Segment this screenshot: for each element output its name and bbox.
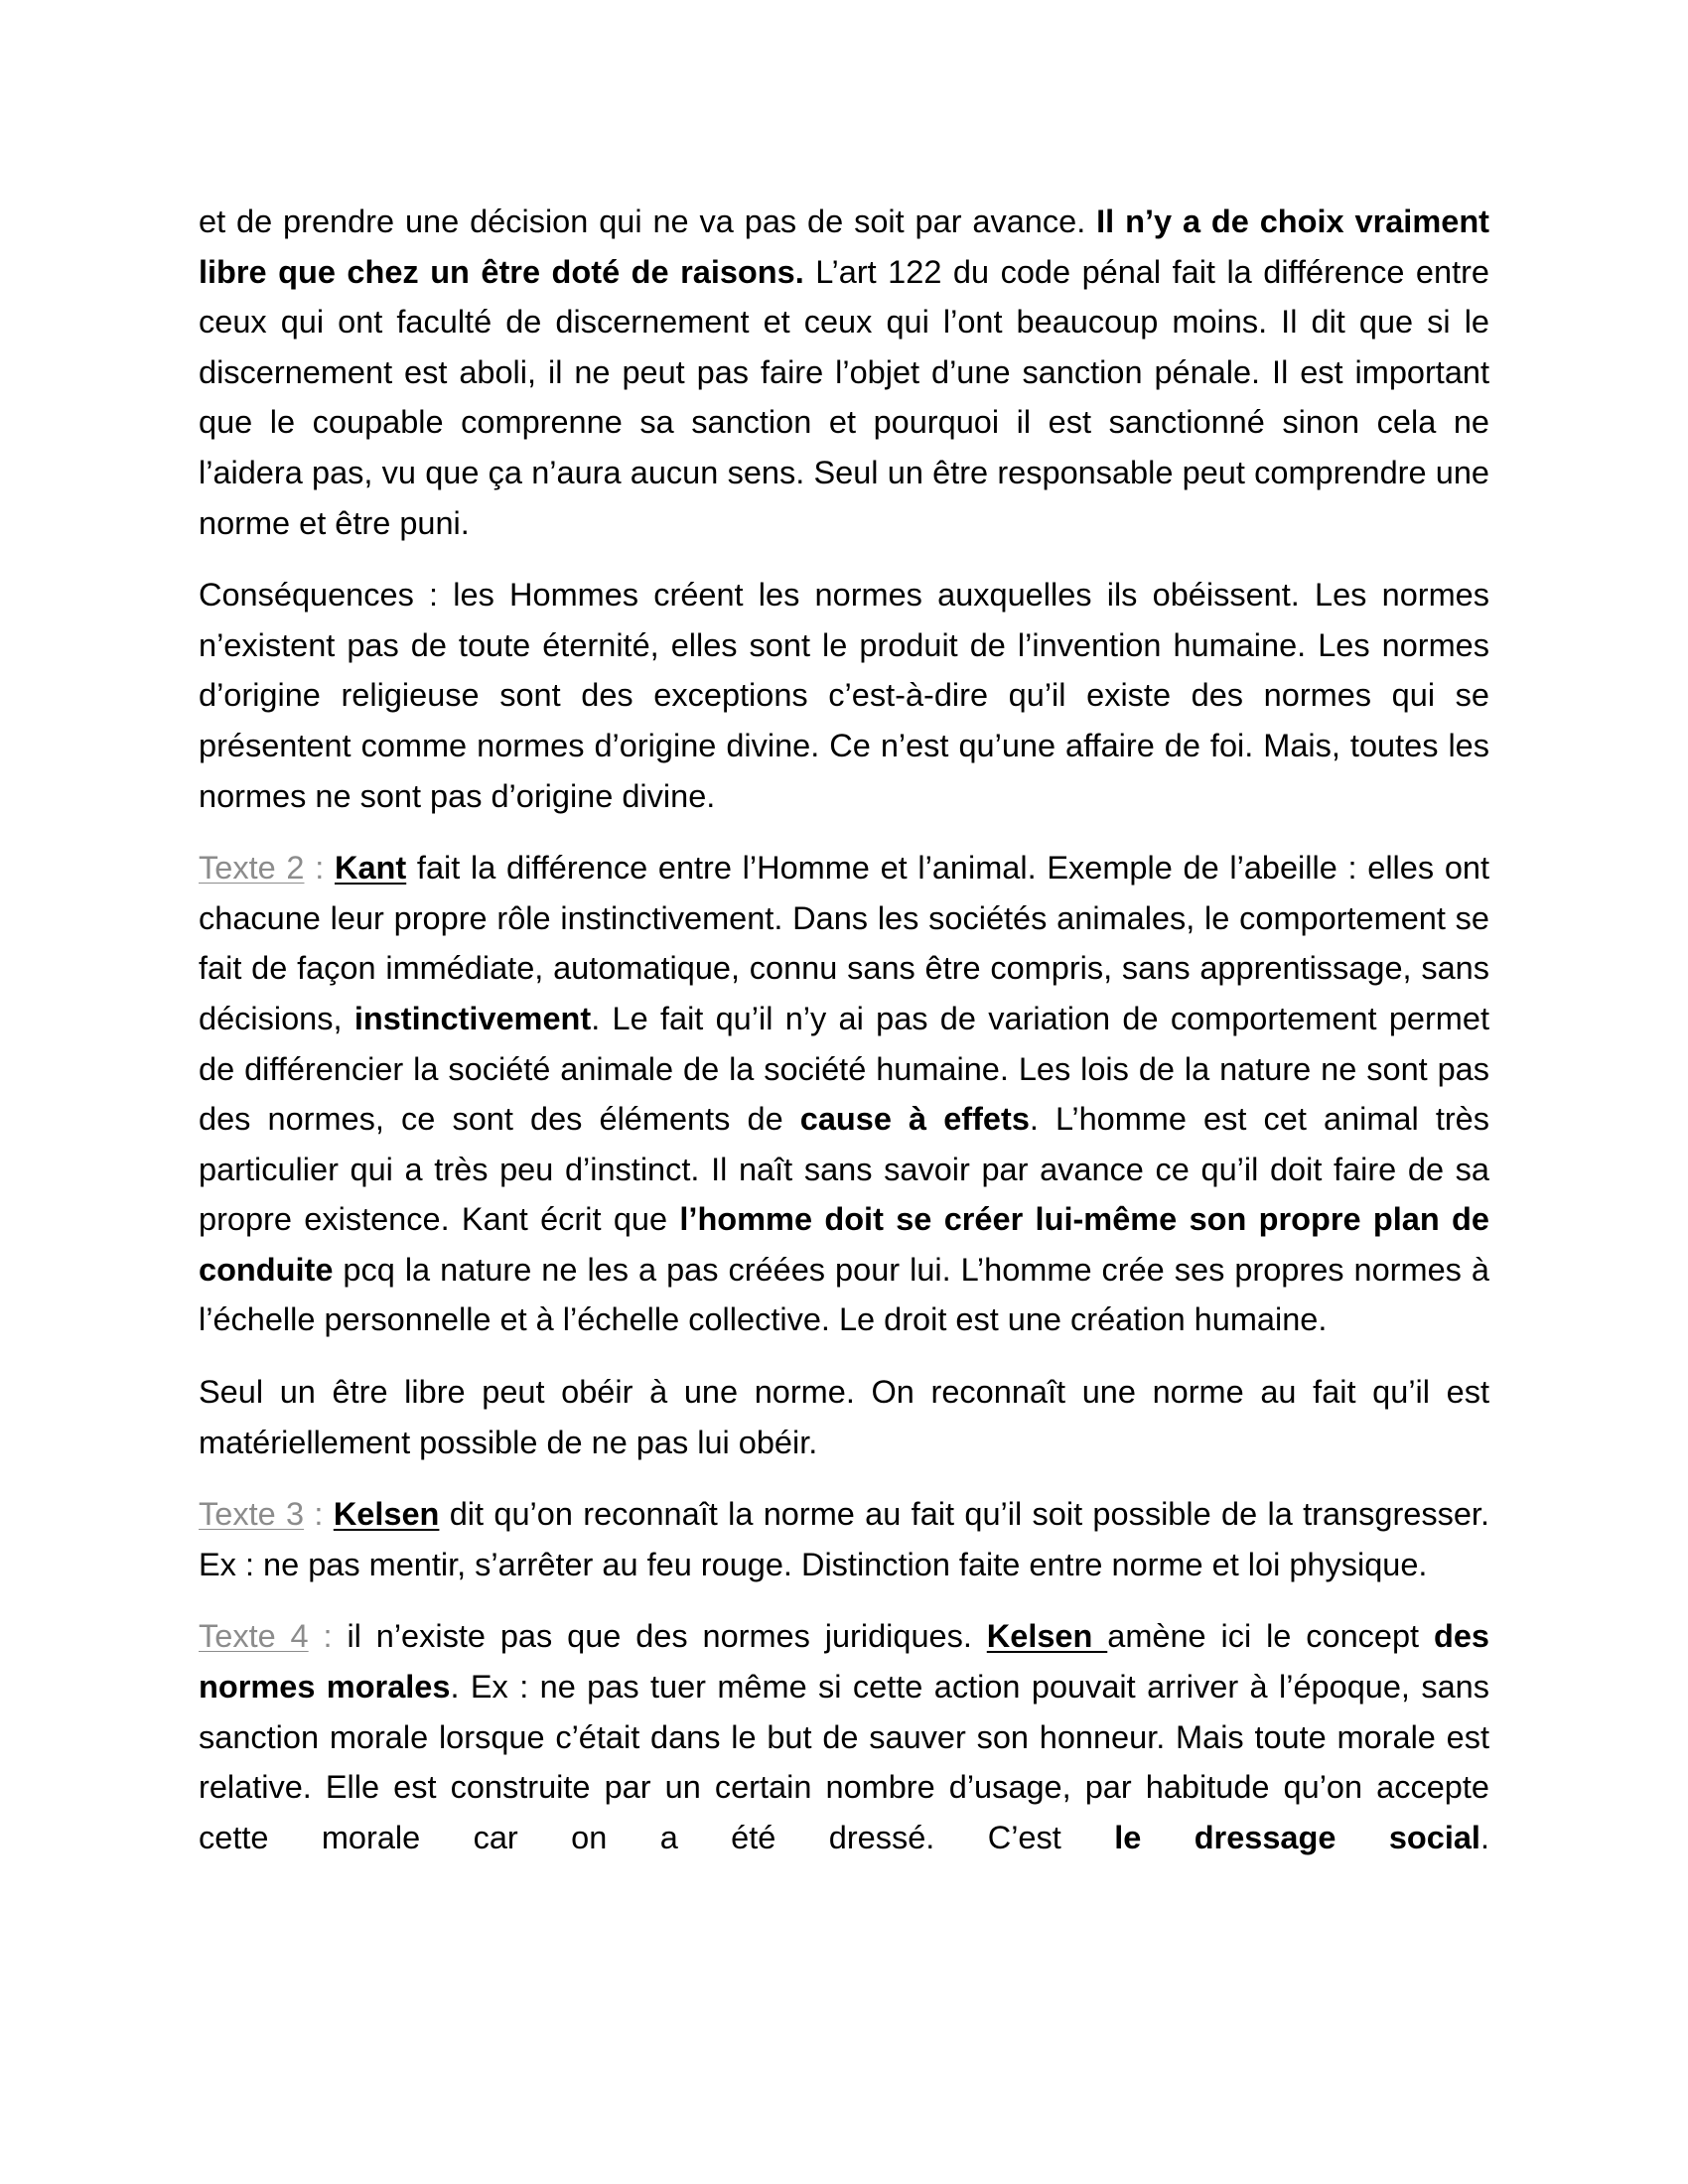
text-run: Conséquences : les Hommes créent les normes auxquelles ils obéissent. Les normes n’existent pas de toute éternité, elles sont le produit de l’invention humaine. Les normes d’origine religieuse sont des exceptions c’est-à-dire qu’il existe des normes qui se présentent comme normes d’origine divine. Ce n’est qu’une affaire de foi. Mais, toutes les normes ne sont pas d’origine divine. <box>199 577 1489 814</box>
bold-text: instinctivement <box>353 1000 592 1036</box>
reference-link-texte-2[interactable]: Texte 2 <box>199 850 305 887</box>
text-run: . Le fait qu’il n’y ai pas de variation de comportement permet de différencier la société animale de la société humaine. Les lois de la nature ne sont pas des normes, ce sont des éléments de <box>199 1000 1489 1138</box>
paragraph-texte-4 <box>199 1611 1489 1862</box>
text-run: il n’existe pas que des normes juridiques. <box>347 1618 987 1655</box>
author-kelsen: Kelsen <box>333 1496 440 1533</box>
paragraph-texte-3 <box>199 1489 1489 1589</box>
author-kant: Kant <box>334 850 407 887</box>
reference-separator: : <box>304 1496 334 1533</box>
text-run: et de prendre une décision qui ne va pas de soit par avance. <box>199 204 1097 239</box>
text-run: dit qu’on reconnaît la norme au fait qu’il soit possible de la transgresser. Ex : ne pas mentir, s’arrêter au feu rouge. Distinction faite entre norme et loi physique. <box>199 1496 1489 1582</box>
text-run: L’art 122 du code pénal fait la différence entre ceux qui ont faculté de discernement et ceux qui l’ont beaucoup moins. Il dit que si le discernement est aboli, il ne peut pas faire l’objet d’une sanction pénale. Il est important que le coupable comprenne sa sanction et pourquoi il est sanctionné sinon cela ne l’aidera pas, vu que ça n’aura aucun sens. Seul un être responsable peut comprendre une norme et être puni. <box>199 253 1489 541</box>
bold-text: Il n’y a de choix vraiment libre que chez un être doté de raisons. <box>199 204 1489 290</box>
author-kelsen: Kelsen <box>986 1618 1108 1655</box>
reference-link-texte-4[interactable]: Texte 4 <box>199 1618 309 1655</box>
reference-separator: : <box>308 1618 348 1655</box>
bold-text: des normes morales <box>199 1618 1489 1706</box>
reference-link-texte-3[interactable]: Texte 3 <box>199 1496 305 1533</box>
text-run: fait la différence entre l’Homme et l’animal. Exemple de l’abeille : elles ont chacune leur propre rôle instinctivement. Dans les sociétés animales, le comportement se fait de façon immédiate, automatique, connu sans être compris, sans apprentissage, sans décisions, <box>199 850 1489 1036</box>
bold-text: cause à effets <box>799 1101 1030 1138</box>
paragraph-texte-2 <box>199 843 1489 1345</box>
text-run: amène ici le concept <box>1107 1618 1434 1655</box>
text-run: . Ex : ne pas tuer même si cette action pouvait arriver à l’époque, sans sanction morale lorsque c’était dans le but de sauver son honneur. Mais toute morale est relative. Elle est construite par un certain nombre d’usage, par habitude qu’on accepte cette morale car on a été dressé. C’est <box>199 1669 1489 1855</box>
text-run: Seul un être libre peut obéir à une norme. On reconnaît une norme au fait qu’il est matériellement possible de ne pas lui obéir. <box>199 1374 1489 1460</box>
paragraph-consequences <box>199 570 1489 821</box>
text-run: . L’homme est cet animal très particulier qui a très peu d’instinct. Il naît sans savoir par avance ce qu’il doit faire de sa propre existence. Kant écrit que <box>199 1101 1490 1238</box>
document-page <box>199 197 1489 1884</box>
paragraph-etre-libre <box>199 1367 1489 1467</box>
bold-text: le dressage social <box>1114 1819 1480 1855</box>
text-run: . <box>1479 1819 1489 1855</box>
bold-text: l’homme doit se créer lui-même son propre plan de conduite <box>199 1201 1489 1288</box>
paragraph-discernement <box>199 197 1489 548</box>
reference-separator: : <box>304 850 335 887</box>
text-run: pcq la nature ne les a pas créées pour lui. L’homme crée ses propres normes à l’échelle personnelle et à l’échelle collective. Le droit est une création humaine. <box>199 1251 1489 1338</box>
